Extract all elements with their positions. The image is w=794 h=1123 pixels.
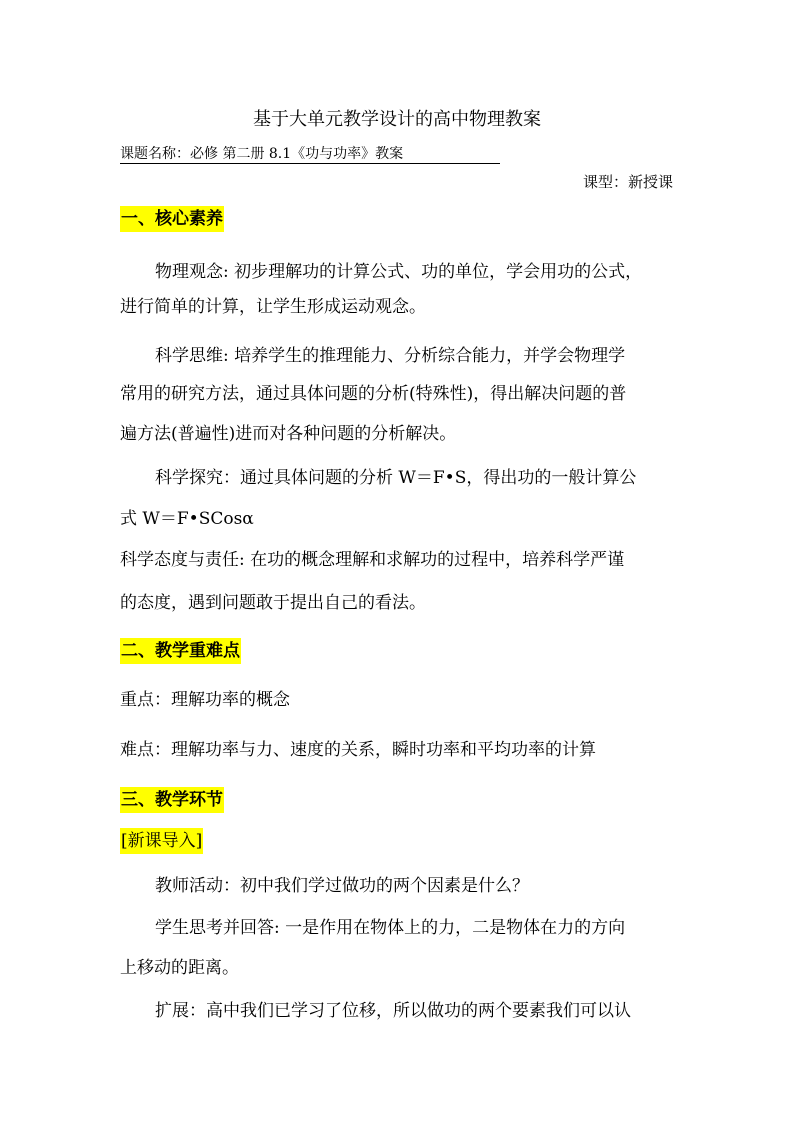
section-heading-key-difficult: 二、教学重难点	[120, 638, 241, 664]
paragraph-line: 上移动的距离。	[120, 958, 239, 978]
key-point: 重点：理解功率的概念	[120, 690, 290, 710]
paragraph-line: 物理观念: 初步理解功的计算公式、功的单位，学会用功的公式，	[155, 262, 643, 282]
paragraph-line: 教师活动：初中我们学过做功的两个因素是什么？	[155, 876, 529, 896]
paragraph-line: 式 W＝F•SCosα	[120, 509, 254, 529]
difficult-point: 难点：理解功率与力、速度的关系，瞬时功率和平均功率的计算	[120, 740, 596, 760]
lesson-type: 课型：新授课	[582, 173, 673, 191]
course-name: 课题名称：必修 第二册 8.1《功与功率》教案	[120, 145, 500, 164]
paragraph-line: 进行简单的计算，让学生形成运动观念。	[120, 297, 426, 317]
document-title: 基于大单元教学设计的高中物理教案	[253, 109, 541, 130]
paragraph-line: 遍方法(普遍性)进而对各种问题的分析解决。	[120, 424, 457, 444]
paragraph-line: 科学思维: 培养学生的推理能力、分析综合能力，并学会物理学	[155, 346, 626, 366]
subsection-label-new-lesson-intro: [新课导入]	[120, 828, 203, 854]
paragraph-line: 扩展：高中我们已学习了位移，所以做功的两个要素我们可以认	[155, 1001, 631, 1021]
paragraph-line: 学生思考并回答: 一是作用在物体上的力，二是物体在力的方向	[155, 918, 626, 938]
section-heading-teaching-steps: 三、教学环节	[120, 787, 224, 813]
paragraph-line: 常用的研究方法，通过具体问题的分析(特殊性)，得出解决问题的普	[120, 384, 627, 404]
paragraph-line: 的态度，遇到问题敢于提出自己的看法。	[120, 593, 426, 613]
section-heading-core-literacy: 一、核心素养	[120, 206, 224, 232]
paragraph-line: 科学态度与责任: 在功的概念理解和求解功的过程中，培养科学严谨	[120, 550, 625, 570]
paragraph-line: 科学探究：通过具体问题的分析 W＝F•S，得出功的一般计算公	[155, 468, 637, 488]
